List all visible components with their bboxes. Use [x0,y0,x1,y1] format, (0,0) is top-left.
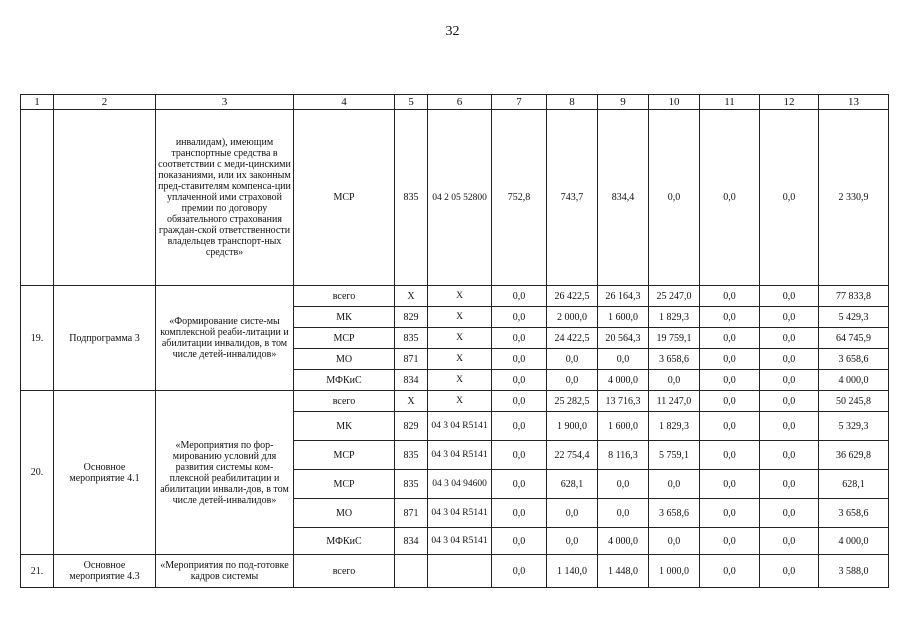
value-cell: 628,1 [547,470,598,499]
value-cell: 26 164,3 [598,286,649,307]
code-cell: 829 [395,307,428,328]
value-cell: 0,0 [760,391,819,412]
value-cell: 0,0 [700,499,760,528]
value-cell: 0,0 [760,499,819,528]
code-cell [395,555,428,588]
column-header: 13 [819,95,889,110]
value-cell: 0,0 [700,307,760,328]
executor-cell: МО [294,349,395,370]
executor-cell: МФКиС [294,528,395,555]
value-cell: 19 759,1 [649,328,700,349]
budget-code-cell: 04 3 04 R5141 [428,528,492,555]
item-name-cell: Подпрограмма 3 [54,286,156,391]
executor-cell: всего [294,555,395,588]
value-cell: 0,0 [492,499,547,528]
value-cell: 0,0 [492,328,547,349]
value-cell: 0,0 [760,286,819,307]
program-funding-table [20,94,889,588]
value-cell: 0,0 [492,441,547,470]
value-cell: 0,0 [700,328,760,349]
value-cell: 0,0 [760,349,819,370]
item-description-cell: инвалидам), имеющим транспортные средства в соответствии с меди-цинскими показаниями, или их законным пред-ставителям компенса-ции уплаченной ими страховой премии по договору обязательного страхования граждан-ской ответственности владельцев транспорт-ных средств» [156,110,294,286]
value-cell: 0,0 [700,349,760,370]
value-cell: 0,0 [760,370,819,391]
total-cell: 50 245,8 [819,391,889,412]
value-cell: 0,0 [492,370,547,391]
total-cell: 628,1 [819,470,889,499]
row-number-cell: 21. [21,555,54,588]
value-cell: 743,7 [547,110,598,286]
value-cell: 26 422,5 [547,286,598,307]
code-cell: 871 [395,349,428,370]
value-cell: 11 247,0 [649,391,700,412]
value-cell: 0,0 [547,349,598,370]
column-header: 7 [492,95,547,110]
value-cell: 0,0 [649,110,700,286]
code-cell: 835 [395,470,428,499]
value-cell: 0,0 [760,307,819,328]
column-header: 12 [760,95,819,110]
item-name-cell [54,110,156,286]
column-header: 5 [395,95,428,110]
value-cell: 834,4 [598,110,649,286]
item-name-cell: Основное мероприятие 4.1 [54,391,156,555]
executor-cell: всего [294,286,395,307]
value-cell: 3 658,6 [649,499,700,528]
row-number-cell: 20. [21,391,54,555]
column-header: 1 [21,95,54,110]
value-cell: 1 600,0 [598,307,649,328]
column-header: 2 [54,95,156,110]
page-number: 32 [445,24,460,39]
value-cell: 0,0 [649,370,700,391]
value-cell: 4 000,0 [598,370,649,391]
table-row [21,110,889,286]
column-numbers-row [21,95,889,110]
budget-code-cell: 04 3 04 94600 [428,470,492,499]
value-cell: 0,0 [760,470,819,499]
value-cell: 2 000,0 [547,307,598,328]
item-description-cell: «Мероприятия по под-готовке кадров системы [156,555,294,588]
value-cell: 3 658,6 [649,349,700,370]
value-cell: 0,0 [492,391,547,412]
value-cell: 0,0 [598,349,649,370]
code-cell: Х [395,391,428,412]
executor-cell: МСР [294,110,395,286]
value-cell: 752,8 [492,110,547,286]
executor-cell: МО [294,499,395,528]
item-description-cell: «Формирование систе-мы комплексной реаби-литации и абилитации инвалидов, в том числе детей-инвалидов» [156,286,294,391]
value-cell: 0,0 [492,286,547,307]
column-header: 3 [156,95,294,110]
value-cell: 0,0 [700,286,760,307]
value-cell: 1 829,3 [649,307,700,328]
total-cell: 5 329,3 [819,412,889,441]
value-cell: 0,0 [760,441,819,470]
budget-code-cell: Х [428,286,492,307]
total-cell: 3 658,6 [819,349,889,370]
budget-code-cell: 04 2 05 52800 [428,110,492,286]
value-cell: 25 247,0 [649,286,700,307]
value-cell: 0,0 [760,412,819,441]
value-cell: 0,0 [492,528,547,555]
value-cell: 1 140,0 [547,555,598,588]
executor-cell: МК [294,307,395,328]
value-cell: 0,0 [760,528,819,555]
total-cell: 64 745,9 [819,328,889,349]
value-cell: 0,0 [700,470,760,499]
total-cell: 77 833,8 [819,286,889,307]
item-description-cell: «Мероприятия по фор-мированию условий для развития системы ком-плексной реабилитации и абилитации инвали-дов, в том числе детей-инвалидов» [156,391,294,555]
table-row [21,391,889,412]
value-cell: 0,0 [492,349,547,370]
value-cell: 0,0 [492,555,547,588]
total-cell: 2 330,9 [819,110,889,286]
value-cell: 0,0 [547,370,598,391]
item-name-cell: Основное мероприятие 4.3 [54,555,156,588]
code-cell: 834 [395,370,428,391]
budget-code-cell: Х [428,307,492,328]
code-cell: 871 [395,499,428,528]
value-cell: 22 754,4 [547,441,598,470]
budget-code-cell: 04 3 04 R5141 [428,499,492,528]
value-cell: 0,0 [649,528,700,555]
total-cell: 4 000,0 [819,528,889,555]
budget-code-cell: Х [428,328,492,349]
value-cell: 1 000,0 [649,555,700,588]
value-cell: 13 716,3 [598,391,649,412]
code-cell: 835 [395,441,428,470]
executor-cell: МСР [294,470,395,499]
column-header: 8 [547,95,598,110]
value-cell: 5 759,1 [649,441,700,470]
value-cell: 1 600,0 [598,412,649,441]
column-header: 4 [294,95,395,110]
executor-cell: МК [294,412,395,441]
value-cell: 0,0 [649,470,700,499]
value-cell: 0,0 [700,110,760,286]
budget-code-cell: 04 3 04 R5141 [428,412,492,441]
value-cell: 0,0 [700,555,760,588]
value-cell: 0,0 [760,555,819,588]
value-cell: 20 564,3 [598,328,649,349]
code-cell: 835 [395,110,428,286]
code-cell: Х [395,286,428,307]
value-cell: 4 000,0 [598,528,649,555]
row-number-cell: 19. [21,286,54,391]
budget-code-cell: Х [428,370,492,391]
value-cell: 1 448,0 [598,555,649,588]
value-cell: 0,0 [492,307,547,328]
value-cell: 0,0 [492,412,547,441]
value-cell: 0,0 [700,528,760,555]
value-cell: 0,0 [700,441,760,470]
value-cell: 0,0 [700,412,760,441]
code-cell: 835 [395,328,428,349]
table-row [21,555,889,588]
value-cell: 1 829,3 [649,412,700,441]
total-cell: 5 429,3 [819,307,889,328]
budget-code-cell: 04 3 04 R5141 [428,441,492,470]
value-cell: 0,0 [492,470,547,499]
column-header: 11 [700,95,760,110]
total-cell: 4 000,0 [819,370,889,391]
value-cell: 1 900,0 [547,412,598,441]
column-header: 10 [649,95,700,110]
column-header: 6 [428,95,492,110]
table-row [21,286,889,307]
value-cell: 0,0 [700,391,760,412]
value-cell: 0,0 [547,499,598,528]
total-cell: 36 629,8 [819,441,889,470]
budget-code-cell: Х [428,349,492,370]
executor-cell: всего [294,391,395,412]
value-cell: 8 116,3 [598,441,649,470]
executor-cell: МСР [294,441,395,470]
value-cell: 0,0 [547,528,598,555]
value-cell: 0,0 [598,470,649,499]
executor-cell: МФКиС [294,370,395,391]
column-header: 9 [598,95,649,110]
budget-code-cell [428,555,492,588]
executor-cell: МСР [294,328,395,349]
total-cell: 3 588,0 [819,555,889,588]
value-cell: 0,0 [760,328,819,349]
code-cell: 834 [395,528,428,555]
value-cell: 24 422,5 [547,328,598,349]
total-cell: 3 658,6 [819,499,889,528]
budget-code-cell: Х [428,391,492,412]
value-cell: 0,0 [760,110,819,286]
value-cell: 25 282,5 [547,391,598,412]
value-cell: 0,0 [598,499,649,528]
value-cell: 0,0 [700,370,760,391]
row-number-cell [21,110,54,286]
code-cell: 829 [395,412,428,441]
